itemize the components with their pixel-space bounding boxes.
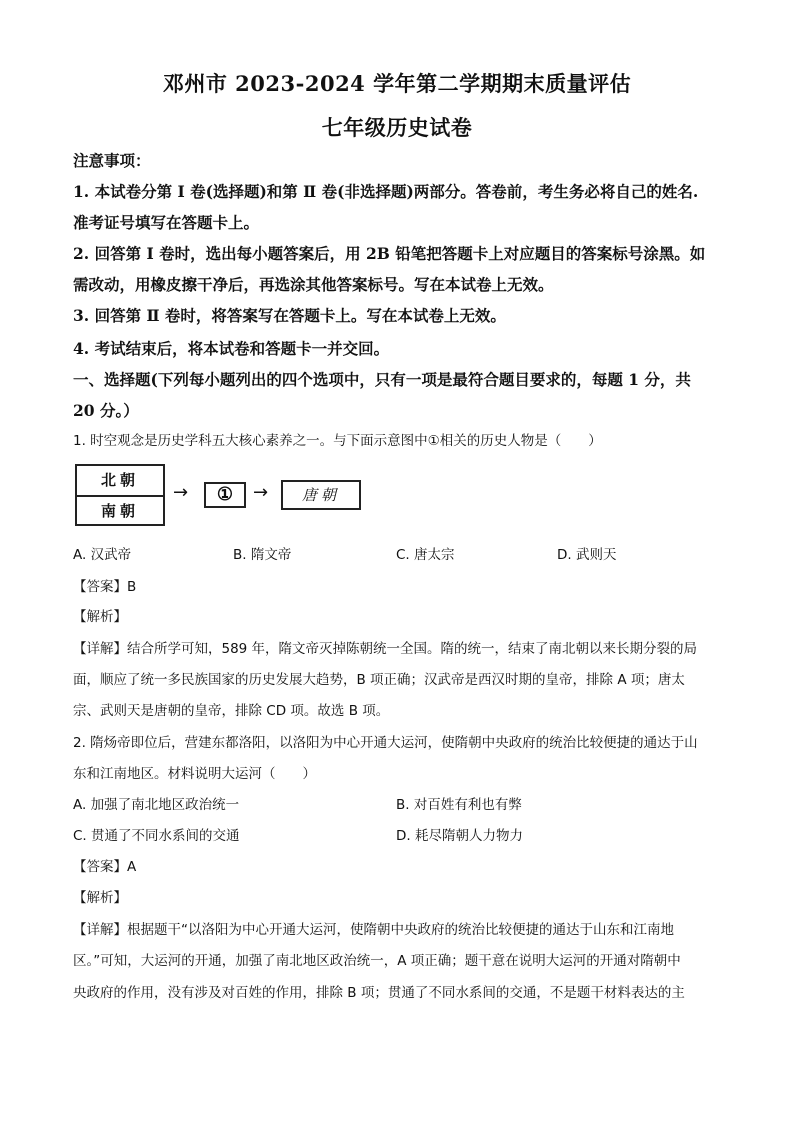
q2-option-b: B. 对百姓有利也有弊 [396, 797, 522, 813]
q2-stem-1: 2. 隋炀帝即位后，营建东都洛阳，以洛阳为中心开通大运河，使隋朝中央政府的统治比较便捷的通达于山 [73, 735, 698, 751]
notes-item-2b: 需改动，用橡皮擦干净后，再选涂其他答案标号。写在本试卷上无效。 [73, 275, 554, 294]
q2-option-a: A. 加强了南北地区政治统一 [73, 797, 240, 813]
q2-answer: 【答案】A [73, 859, 137, 875]
arrow-right-icon: → [253, 482, 269, 503]
section-heading-b: 20 分。） [73, 401, 139, 420]
q1-option-b: B. 隋文帝 [233, 547, 292, 563]
notes-heading: 注意事项： [73, 151, 151, 170]
notes-item-4: 4. 考试结束后，将本试卷和答题卡一并交回。 [73, 339, 390, 358]
q1-option-d: D. 武则天 [557, 547, 617, 563]
section-heading-a: 一、选择题(下列每小题列出的四个选项中，只有一项是最符合题目要求的，每题 1 分，共 [73, 370, 691, 389]
q1-option-a: A. 汉武帝 [73, 547, 132, 563]
diagram-south-dynasty: 南朝 [100, 502, 139, 520]
notes-item-3: 3. 回答第 Ⅱ 卷时，将答案写在答题卡上。写在本试卷上无效。 [73, 306, 506, 325]
q1-analysis-label: 【解析】 [73, 609, 127, 625]
q2-detail-2: 区。”可知，大运河的开通，加强了南北地区政治统一，A 项正确；题干意在说明大运河的开通对隋朝中 [73, 953, 681, 969]
arrow-right-icon: → [173, 482, 189, 503]
notes-item-1a: 1. 本试卷分第 Ⅰ 卷(选择题)和第 Ⅱ 卷(非选择题)两部分。答卷前，考生务必将自己的姓名. [73, 182, 699, 201]
q2-detail-1: 【详解】根据题干“以洛阳为中心开通大运河，使隋朝中央政府的统治比较便捷的通达于山东和江南地 [73, 922, 674, 938]
q2-detail-3: 央政府的作用，没有涉及对百姓的作用，排除 B 项；贯通了不同水系间的交通，不是题干材料表达的主 [73, 985, 685, 1001]
q1-option-c: C. 唐太宗 [396, 547, 455, 563]
diagram-north-dynasty: 北朝 [77, 466, 163, 497]
q1-stem: 1. 时空观念是历史学科五大核心素养之一。与下面示意图中①相关的历史人物是（ ） [73, 433, 602, 449]
q1-diagram [75, 464, 365, 528]
page-title: 邓州市 2023-2024 学年第二学期期末质量评估 [162, 71, 632, 96]
q1-detail-2: 面，顺应了统一多民族国家的历史发展大趋势，B 项正确；汉武帝是西汉时期的皇帝，排除 A 项；唐太 [73, 672, 685, 688]
diagram-circle-one: ① [204, 482, 246, 508]
q1-answer: 【答案】B [73, 579, 137, 595]
q2-stem-2: 东和江南地区。材料说明大运河（ ） [73, 766, 316, 782]
q2-analysis-label: 【解析】 [73, 890, 127, 906]
q1-detail-1: 【详解】结合所学可知，589 年，隋文帝灭掉陈朝统一全国。隋的统一，结束了南北朝以来长期分裂的局 [73, 641, 698, 657]
q2-option-c: C. 贯通了不同水系间的交通 [73, 828, 240, 844]
diagram-tang-dynasty: 唐朝 [281, 480, 361, 510]
q2-option-d: D. 耗尽隋朝人力物力 [396, 828, 523, 844]
q1-detail-3: 宗、武则天是唐朝的皇帝，排除 CD 项。故选 B 项。 [73, 703, 390, 719]
notes-item-2a: 2. 回答第 Ⅰ 卷时，选出每小题答案后，用 2B 铅笔把答题卡上对应题目的答案标号涂黑。如 [73, 244, 706, 263]
diagram-dynasty-box [75, 464, 165, 526]
page-subtitle: 七年级历史试卷 [321, 115, 473, 140]
notes-item-1b: 准考证号填写在答题卡上。 [73, 213, 260, 232]
